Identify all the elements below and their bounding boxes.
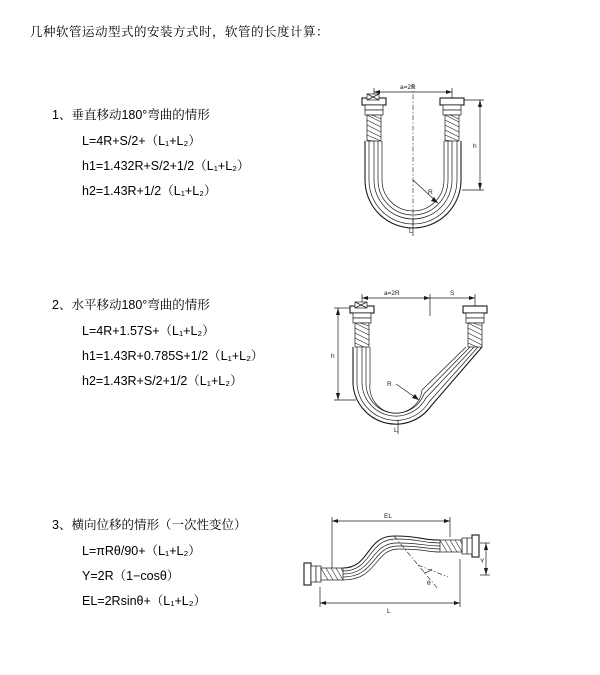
formula-item: EL=2Rsinθ+（L₁+L₂） bbox=[82, 594, 207, 608]
svg-text:a=2R: a=2R bbox=[400, 84, 416, 91]
svg-text:EL: EL bbox=[384, 513, 392, 520]
svg-text:h: h bbox=[331, 353, 335, 360]
svg-text:Y: Y bbox=[480, 558, 485, 565]
formula-item: h1=1.43R+0.785S+1/2（L₁+L₂） bbox=[82, 349, 264, 363]
svg-text:L: L bbox=[409, 228, 413, 235]
section-title: 1、垂直移动180°弯曲的情形 bbox=[52, 108, 210, 122]
section-title: 3、横向位移的情形（一次性变位） bbox=[52, 518, 247, 532]
formula-item: L=4R+1.57S+（L₁+L₂） bbox=[82, 324, 215, 338]
diagram-vertical-180 bbox=[312, 70, 502, 260]
diagram-lateral-offset bbox=[290, 503, 500, 633]
section-title: 2、水平移动180°弯曲的情形 bbox=[52, 298, 210, 312]
svg-text:θ: θ bbox=[427, 580, 431, 587]
svg-text:a=2R: a=2R bbox=[384, 290, 400, 297]
formula-item: h2=1.43R+1/2（L₁+L₂） bbox=[82, 184, 217, 198]
svg-text:L: L bbox=[394, 427, 398, 434]
formula-list bbox=[82, 129, 250, 204]
formula-item: h1=1.432R+S/2+1/2（L₁+L₂） bbox=[82, 159, 250, 173]
page-title: 几种软管运动型式的安装方式时，软管的长度计算： bbox=[30, 25, 330, 39]
formula-item: L=4R+S/2+（L₁+L₂） bbox=[82, 134, 201, 148]
svg-text:L: L bbox=[387, 608, 391, 615]
formula-list bbox=[82, 539, 206, 614]
diagram-horizontal-180 bbox=[312, 280, 507, 460]
svg-text:h: h bbox=[473, 143, 477, 150]
svg-text:S: S bbox=[450, 290, 455, 297]
svg-text:R: R bbox=[387, 381, 392, 388]
formula-item: h2=1.43R+S/2+1/2（L₁+L₂） bbox=[82, 374, 243, 388]
formula-item: Y=2R（1−cosθ） bbox=[82, 569, 180, 583]
formula-item: L=πRθ/90+（L₁+L₂） bbox=[82, 544, 201, 558]
formula-list bbox=[82, 319, 263, 394]
svg-text:R: R bbox=[428, 189, 433, 196]
